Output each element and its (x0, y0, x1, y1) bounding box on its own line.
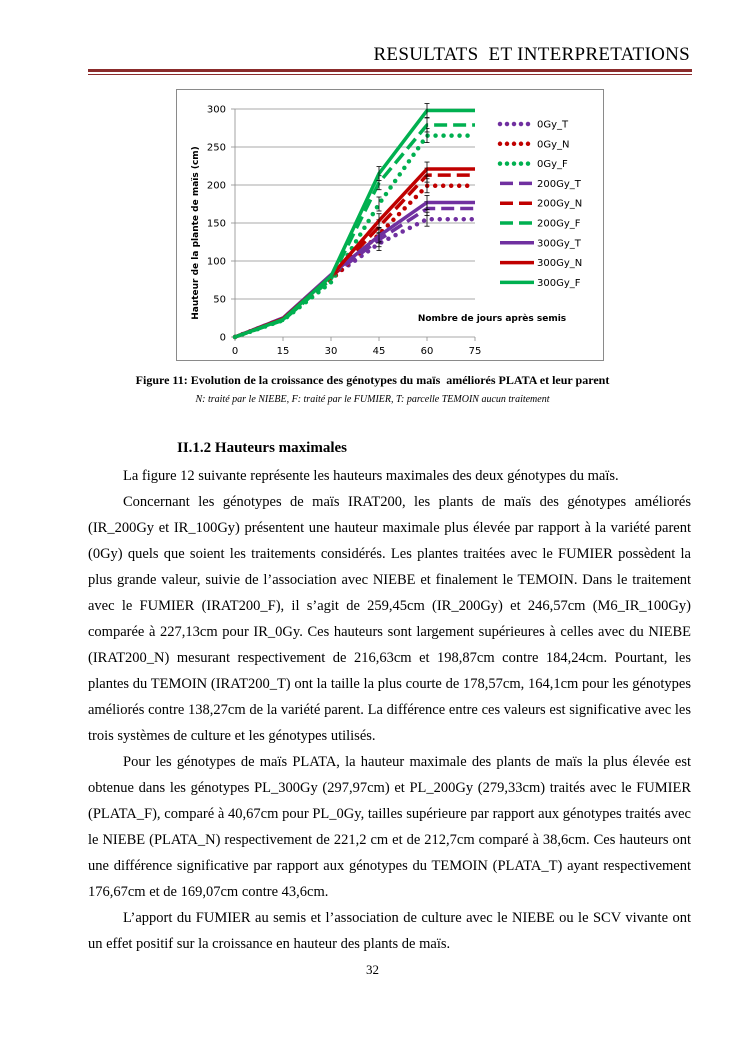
x-axis-label: Nombre de jours après semis (417, 314, 567, 324)
series-line-300Gy_F (235, 111, 475, 337)
y-tick-label: 100 (206, 256, 226, 268)
running-header-title: RESULTATS ET INTERPRETATIONS (373, 44, 690, 65)
legend-label-200Gy_F: 200Gy_F (537, 218, 581, 230)
legend-label-300Gy_N: 300Gy_N (537, 258, 583, 270)
growth-line-chart (176, 89, 604, 361)
legend-label-0Gy_F: 0Gy_F (537, 159, 568, 171)
legend-label-300Gy_F: 300Gy_F (537, 277, 581, 289)
y-tick-label: 250 (206, 142, 226, 154)
section-heading: II.1.2 Hauteurs maximales (177, 440, 347, 456)
chart-legend (500, 120, 582, 289)
y-tick-label: 300 (206, 104, 226, 116)
header-rule-thin (88, 74, 692, 75)
series-line-300Gy_N (235, 169, 475, 337)
x-tick-label: 60 (420, 346, 434, 357)
paragraph: Pour les génotypes de maïs PLATA, la hauteur maximale des plants de maïs la plus élevée est obtenue dans les génotypes PL_300Gy (297,97cm) et PL_200Gy (279,33cm) traités avec le FUMIER (PLATA_F), comparé à 40,67cm pour PL_0Gy, tailles supérieure par rapport aux génotypes traités avec le NIEBE (PLATA_N) respectivement de 221,2 cm et de 212,7cm comparé à 38,6cm. Ces hauteurs ont une différence significative par rapport aux génotypes du TEMOIN (PLATA_T) ayant respectivement 176,67cm et de 169,07cm contre 43,6cm. (88, 754, 691, 900)
series-line-0Gy_F (235, 136, 475, 337)
body-text (88, 463, 691, 957)
page-number: 32 (366, 962, 379, 977)
chart-series (235, 104, 475, 337)
y-axis-label: Hauteur de la plante de maïs (cm) (191, 146, 201, 320)
legend-label-200Gy_N: 200Gy_N (537, 198, 583, 210)
x-tick-label: 0 (231, 346, 239, 357)
x-tick-label: 75 (468, 346, 482, 357)
legend-label-0Gy_T: 0Gy_T (537, 119, 569, 131)
legend-label-0Gy_N: 0Gy_N (537, 139, 570, 151)
legend-label-300Gy_T: 300Gy_T (537, 238, 581, 250)
paragraph: La figure 12 suivante représente les hauteurs maximales des deux génotypes du maïs. (123, 468, 619, 484)
y-tick-label: 200 (206, 180, 226, 192)
paragraph: L’apport du FUMIER au semis et l’association de culture avec le NIEBE ou le SCV vivante ont un effet positif sur la croissance en hauteur des plants de maïs. (88, 910, 691, 952)
y-tick-label: 0 (219, 332, 226, 344)
header-rule (88, 69, 692, 72)
x-tick-label: 30 (324, 346, 338, 357)
paragraph: Concernant les génotypes de maïs IRAT200, les plants de maïs des génotypes améliorés (IR_200Gy et IR_100Gy) présentent une hauteur maximale plus élevée par rapport à la variété parent (0Gy) quels que soient les traitements considérés. Les plantes traitées avec le FUMIER possèdent la plus grande valeur, suivie de l’association avec NIEBE et finalement le TEMOIN. Dans le traitement avec le FUMIER (IRAT200_F), il s’agit de 259,45cm (IR_200Gy) et 246,57cm (M6_IR_100Gy) comparée à 227,13cm pour IR_0Gy. Ces hauteurs sont largement supérieures à celles avec du NIEBE (IRAT200_N) mesurant respectivement de 216,63cm et 198,87cm contre 184,24cm. Pourtant, les plantes du TEMOIN (IRAT200_T) ont la taille la plus courte de 178,57cm, 164,1cm pour les génotypes améliorés contre 138,27cm de la variété parent. La différence entre ces valeurs est significative avec les trois systèmes de culture et les génotypes utilisés. (88, 494, 691, 744)
y-tick-label: 50 (213, 294, 226, 306)
figure-caption-note: N: traité par le NIEBE, F: traité par le FUMIER, T: parcelle TEMOIN aucun traitement (195, 394, 550, 405)
x-tick-label: 15 (276, 346, 290, 357)
figure-caption: Figure 11: Evolution de la croissance des génotypes du maïs améliorés PLATA et leur parent (135, 373, 610, 387)
x-tick-label: 45 (372, 346, 386, 357)
series-line-200Gy_F (235, 125, 475, 337)
legend-label-200Gy_T: 200Gy_T (537, 178, 581, 190)
y-tick-label: 150 (206, 218, 226, 230)
